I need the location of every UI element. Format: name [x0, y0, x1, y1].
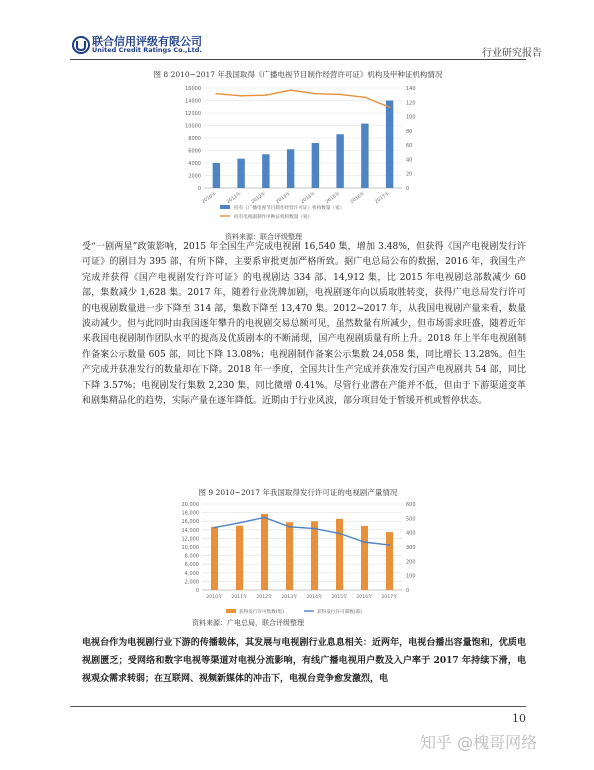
y-right-tick-label: 200 [406, 559, 416, 566]
x-tick-label: 2014年 [306, 595, 323, 600]
y-left-tick-label: 14000 [185, 98, 201, 105]
x-tick-label: 2011年 [231, 595, 248, 600]
y-left-tick-label: 2000 [188, 173, 201, 180]
figure-9-source: 资料来源：广电总局，联合评级整理 [192, 619, 304, 627]
x-tick-label: 2011年 [226, 191, 243, 205]
bar [211, 527, 218, 590]
y-left-tick-label: 0 [195, 588, 199, 594]
y-right-tick-label: 100 [406, 114, 416, 121]
y-left-tick-label: 8000 [188, 136, 201, 142]
line-point [389, 544, 391, 546]
figure-8-title: 图 8 2010~2017 年我国取得《广播电视节目制作经营许可证》机构及甲种证机构情况 [153, 70, 443, 79]
bar [386, 101, 393, 189]
company-logo-icon [72, 36, 90, 54]
y-left-tick-label: 4000 [188, 161, 201, 167]
line-point [290, 89, 292, 91]
footer-divider [70, 706, 526, 707]
line-point [314, 93, 316, 95]
x-tick-label: 2013年 [281, 595, 298, 600]
bar [386, 532, 393, 590]
y-left-tick-label: 10000 [185, 123, 201, 130]
y-right-tick-label: 0 [406, 186, 410, 192]
figure-9-chart [168, 498, 438, 626]
header-divider [70, 59, 526, 60]
y-left-tick-label: 0 [197, 186, 201, 192]
line-point [364, 96, 366, 98]
figure-8-chart [180, 80, 430, 230]
y-right-tick-label: 100 [406, 573, 416, 580]
series-line [216, 90, 389, 107]
legend-bar-label: 获得发行许可集数(集) [239, 610, 284, 615]
y-left-tick-label: 18,000 [181, 510, 199, 517]
bar [336, 134, 343, 188]
legend-line-label: 持有电视剧制作甲种证机构数量（家） [234, 215, 313, 220]
x-tick-label: 2016年 [349, 191, 367, 205]
x-tick-label: 2015年 [325, 191, 342, 205]
y-right-tick-label: 140 [406, 86, 416, 92]
legend-line-label: 获得发行许可部数(部) [317, 610, 362, 615]
page-header [0, 0, 594, 60]
report-section-label: 行业研究报告 [482, 48, 542, 59]
y-left-tick-label: 6000 [188, 148, 201, 155]
y-right-tick-label: 0 [406, 588, 410, 594]
x-tick-label: 2012年 [250, 191, 268, 205]
bar [286, 522, 293, 590]
x-tick-label: 2016年 [356, 595, 373, 600]
y-left-tick-label: 10,000 [181, 545, 199, 551]
bar [236, 526, 243, 590]
company-name-en: United Credit Ratings Co.,Ltd. [92, 46, 202, 54]
line-point [215, 93, 217, 95]
body-paragraph-2: 电视台作为电视剧行业下游的传播载体，其发展与电视剧行业息息相关：近两年，电视台播出容量饱和，优质电视剧匮乏；受网络和数字电视等渠道对电视分流影响，有线广播电视用户数及入户率于 2017 年持续下滑，电视观众需求转弱；在互联网、视频新媒体的冲击下，电视台竞争愈发激烈，电 [82, 638, 526, 684]
x-tick-label: 2017年 [374, 191, 391, 205]
y-left-tick-label: 14,000 [181, 527, 199, 534]
line-point [314, 528, 316, 530]
x-tick-label: 2012年 [256, 595, 273, 600]
x-tick-label: 2010年 [201, 191, 218, 205]
watermark: 知乎 @槐哥网络 [420, 733, 538, 752]
page-number: 10 [512, 712, 526, 725]
x-tick-label: 2013年 [275, 191, 292, 205]
line-point [364, 541, 366, 543]
legend-bar-swatch [226, 609, 236, 613]
figure-9-title: 图 9 2010~2017 年我国取得发行许可证的电视剧产量情况 [198, 488, 398, 497]
y-right-tick-label: 400 [406, 530, 416, 537]
x-tick-label: 2014年 [300, 191, 317, 205]
figure-8-source: 资料来源：联合评级整理 [225, 233, 302, 241]
y-left-tick-label: 20,000 [181, 502, 199, 508]
y-right-tick-label: 60 [406, 143, 413, 150]
y-right-tick-label: 120 [406, 100, 416, 107]
y-left-tick-label: 6,000 [184, 562, 199, 569]
line-point [389, 106, 391, 108]
bar [237, 159, 244, 188]
body-paragraph-1: 受“一剧两星”政策影响，2015 年全国生产完成电视剧 16,540 集，增加 3.48%，但获得《国产电视剧发行许可证》的剧目为 395 部，有所下降，主要系审批更加严格所致。据广电总局公布的数据，2016 年，我国生产完成并获得《国产电视剧发行许可证》的电视剧达 334 部、14,912 集，比 2015 年电视剧总部数减少 60 部，集数减少 1,628 集。2017 年，随着行业洗牌加剧，电视剧逐年向以质取胜转变，获得广电总局发行许可的电视剧数量进一步下降至 314 部，集数下降至 13,470 集。2012~2017 年，从我国电视剧产量来看，数量波动减少。但与此同时由我国逐年攀升的电视剧交易总额可见，虽然数量有所减少，但市场需求旺盛，随着近年来我国电视剧制作团队水平的提高及优质剧本的不断涌现，国产电视剧质量有所上升。2018 年上半年电视剧制作备案公示数量 605 部，同比下降 13.08%；电视剧制作备案公示集数 24,058 集，同比增长 13.28%。但生产完成并获准发行的数量却在下降。2018 年一季度，全国共计生产完成并获准发行国产电视剧共 54 部，同比下降 3.57%；电视剧发行集数 2,230 集，同比微增 0.41%。尽管行业潜在产能并不低，但由于下游渠道变革和剧集精品化的趋势，实际产量在逐年降低。近期由于行业风波，部分项目处于暂缓开机或暂停状态。 [82, 242, 526, 407]
bar [361, 124, 368, 188]
line-point [239, 522, 241, 524]
bar [361, 526, 368, 590]
y-left-tick-label: 8,000 [184, 553, 199, 560]
y-left-tick-label: 16,000 [181, 519, 199, 526]
bar [287, 149, 294, 188]
y-right-tick-label: 300 [406, 545, 416, 551]
legend-bar-label: 持有《广播电视节目制作经营许可证》机构数量（家） [234, 206, 345, 211]
bar [311, 521, 318, 590]
x-tick-label: 2015年 [331, 595, 348, 600]
bar [261, 514, 268, 590]
bar [213, 163, 220, 188]
line-point [265, 94, 267, 96]
bar [336, 519, 343, 590]
line-point [214, 527, 216, 529]
y-right-tick-label: 80 [406, 128, 413, 135]
line-point [289, 526, 291, 528]
line-point [240, 95, 242, 97]
y-right-tick-label: 40 [406, 157, 413, 164]
line-point [264, 517, 266, 519]
x-tick-label: 2010年 [206, 595, 223, 600]
y-left-tick-label: 16000 [185, 86, 201, 92]
y-right-tick-label: 20 [406, 171, 413, 178]
y-left-tick-label: 2,000 [184, 579, 199, 586]
line-point [339, 94, 341, 96]
y-left-tick-label: 12000 [185, 111, 201, 117]
y-right-tick-label: 600 [406, 502, 416, 508]
bar [312, 143, 319, 188]
y-right-tick-label: 500 [406, 516, 416, 523]
y-left-tick-label: 4,000 [184, 570, 199, 577]
legend-bar-swatch [220, 205, 230, 209]
line-point [339, 532, 341, 534]
bar [262, 154, 269, 188]
y-left-tick-label: 12,000 [181, 536, 199, 543]
company-name-cn: 联合信用评级有限公司 [92, 35, 202, 48]
x-tick-label: 2017年 [381, 595, 398, 600]
